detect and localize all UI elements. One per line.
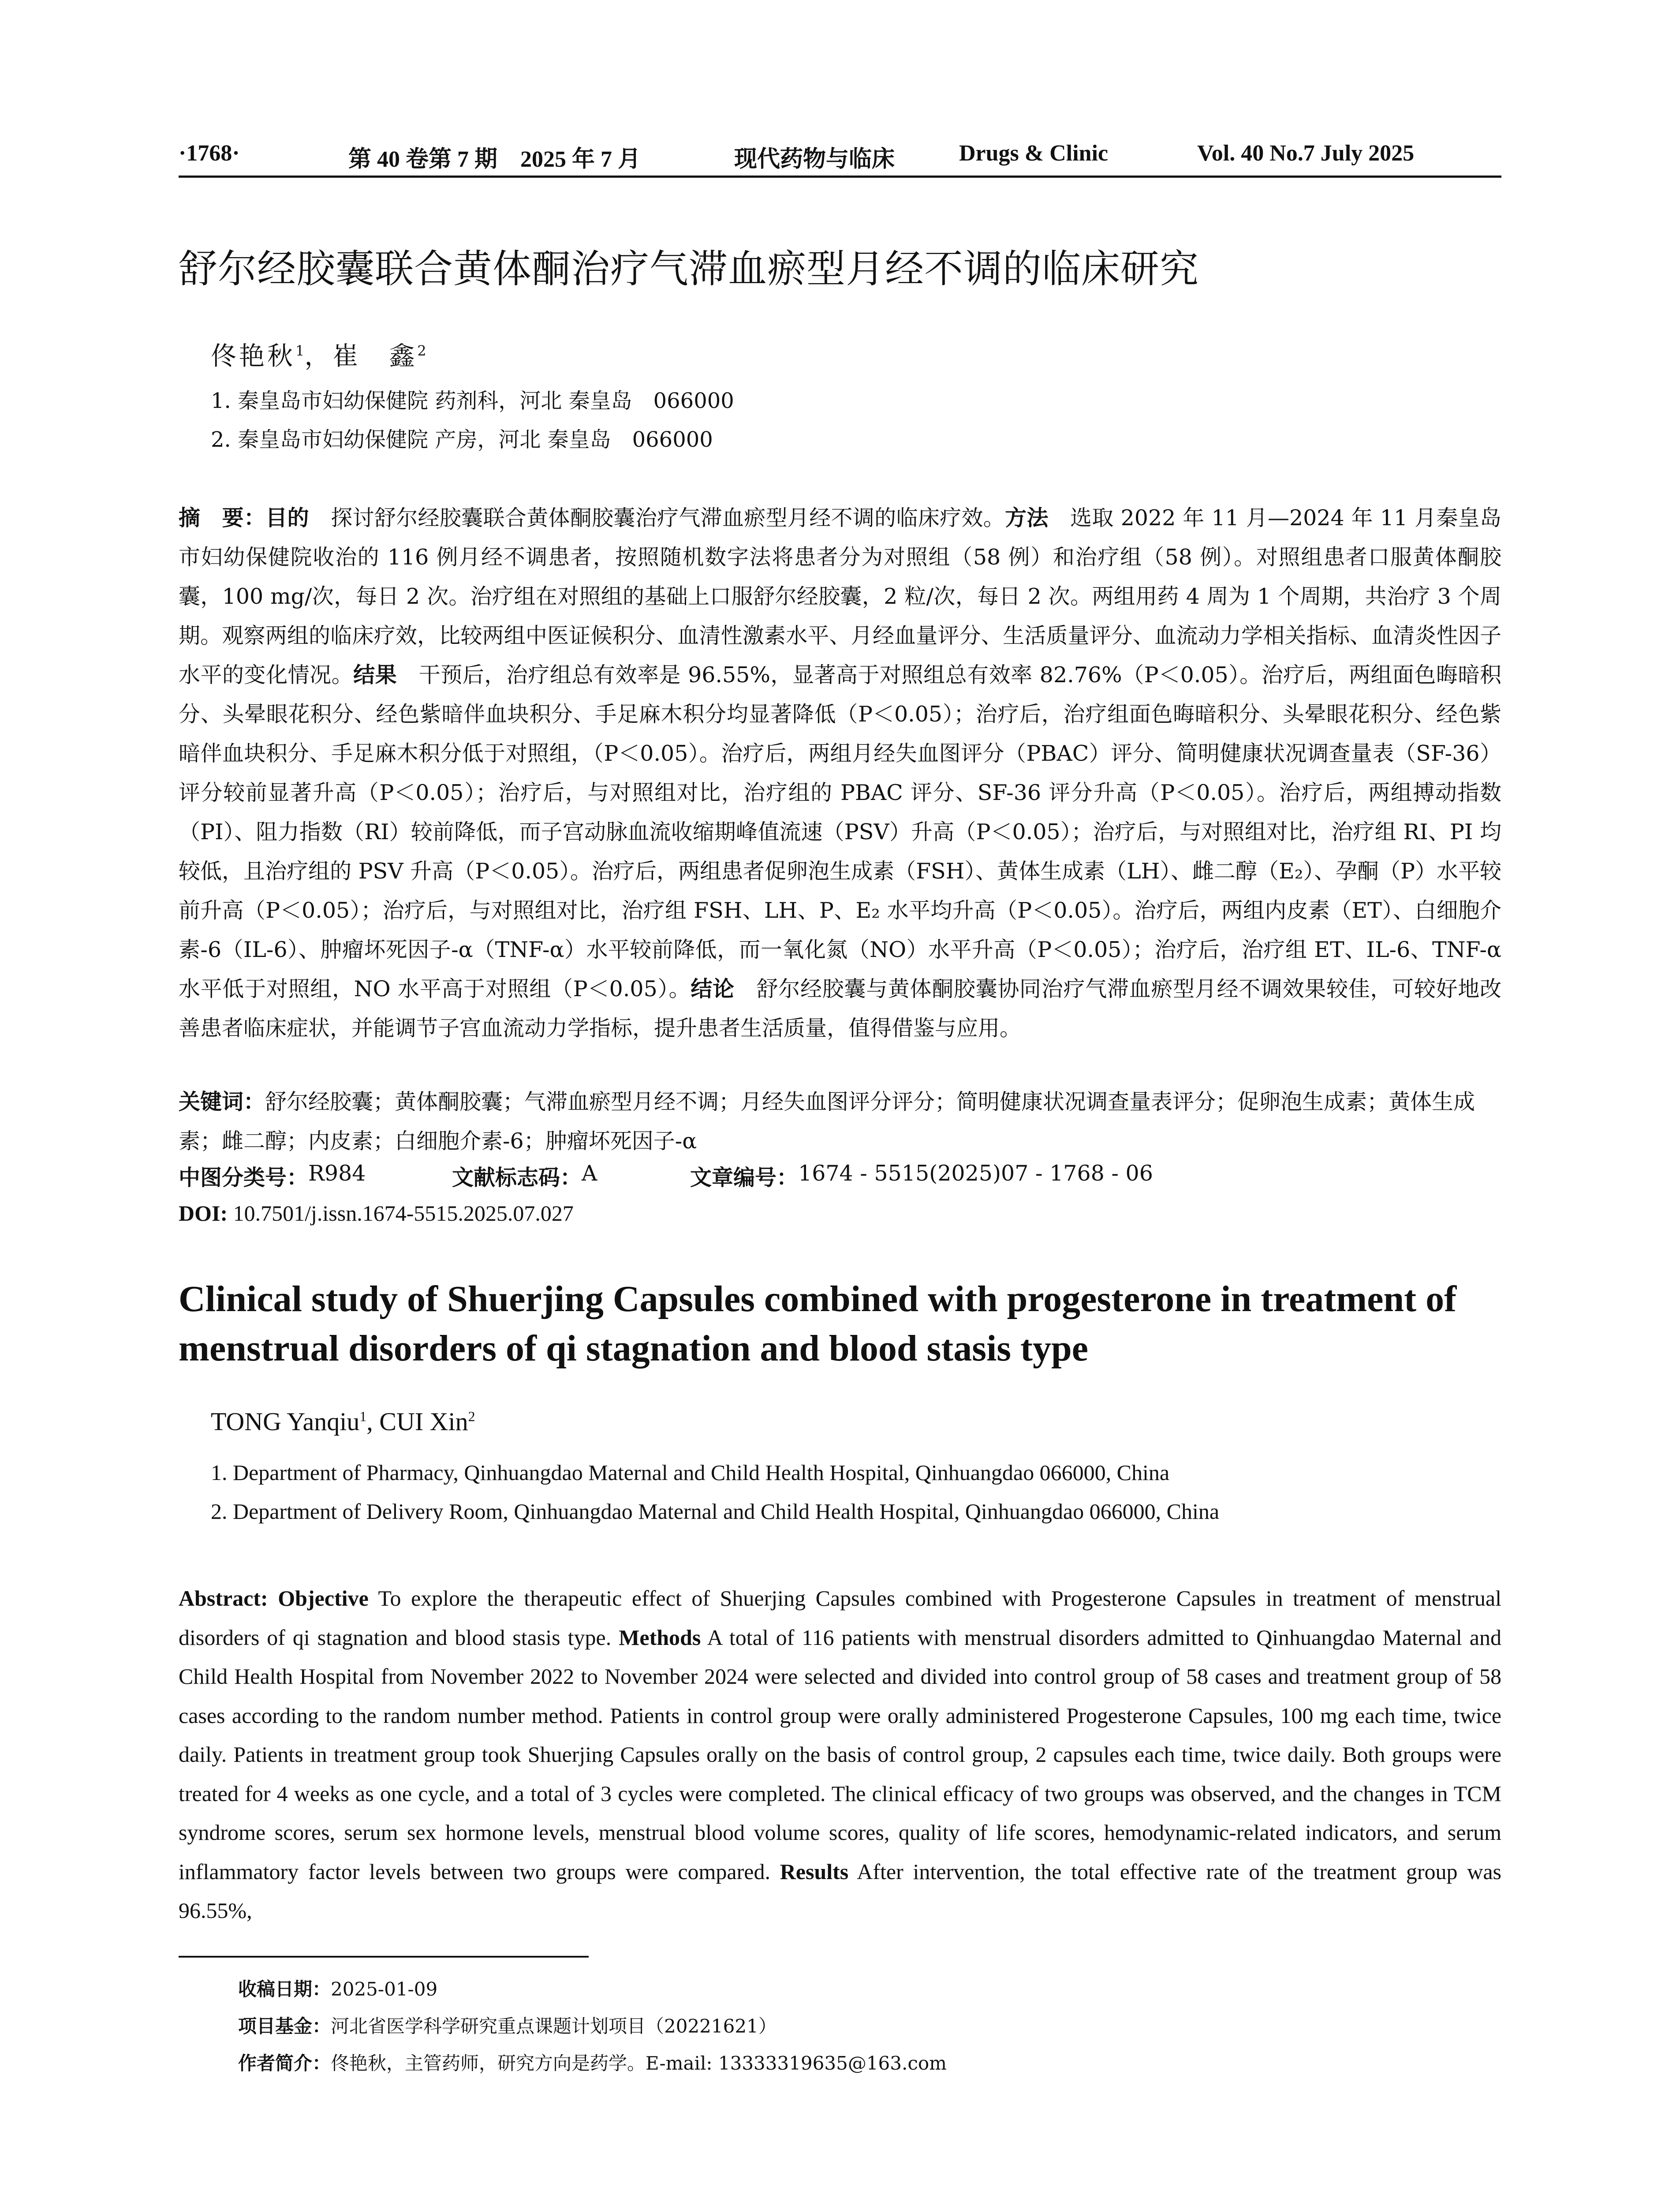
methods-heading: Methods (619, 1625, 701, 1650)
abstract-label: 摘 要： (179, 505, 266, 531)
author-name: CUI Xin (379, 1407, 468, 1436)
methods-heading: 方法 (1005, 505, 1049, 531)
fund-text: 河北省医学科学研究重点课题计划项目（20221621） (331, 2015, 777, 2037)
article-no-label: 文章编号： (690, 1165, 799, 1190)
objective-text: To explore the therapeutic effect of Shuerjing Capsules combined with Progesterone Capsules in treatment of menstrual disorders of qi stagnation and blood stasis type. (179, 1586, 1501, 1650)
article-no-value: 1674 - 5515(2025)07 - 1768 - 06 (798, 1161, 1153, 1186)
doi-value[interactable]: 10.7501/j.issn.1674-5515.2025.07.027 (228, 1201, 574, 1226)
objective-text: 探讨舒尔经胶囊联合黄体酮胶囊治疗气滞血瘀型月经不调的临床疗效。 (309, 505, 1005, 531)
keywords-label: 关键词： (179, 1089, 265, 1114)
methods-text: A total of 116 patients with menstrual disorders admitted to Qinhuangdao Maternal and Child Health Hospital from November 2022 to November 2024 were selected and divided into control group of 58 cases and treatment group of 58 cases according to the random number method. Patients in control group were orally administered Progesterone Capsules, 100 mg each time, twice daily. Patients in treatment group took Shuerjing Capsules orally on the basis of control group, 2 capsules each time, twice daily. Both groups were treated for 4 weeks as one cycle, and a total of 3 cycles were completed. The clinical efficacy of two groups was observed, and the changes in TCM syndrome scores, serum sex hormone levels, menstrual blood volume scores, quality of life scores, hemodynamic-related indicators, and serum inflammatory factor levels between two groups were compared. (179, 1625, 1501, 1884)
author-affiliation-mark: 1 (295, 342, 305, 359)
conclusion-heading: 结论 (691, 976, 735, 1002)
received-date: 2025-01-09 (331, 1978, 438, 2000)
keywords-text: 舒尔经胶囊；黄体酮胶囊；气滞血瘀型月经不调；月经失血图评分评分；简明健康状况调查量表评分；促卵泡生成素；黄体生成素；雌二醇；内皮素；白细胞介素-6；肿瘤坏死因子-α (179, 1089, 1475, 1154)
running-header (179, 140, 1501, 176)
footnote-author (238, 2049, 947, 2075)
author-affiliation-mark: 2 (417, 342, 426, 359)
author-name: 佟艳秋 (211, 341, 296, 371)
page-number: ·1768· (179, 141, 240, 166)
received-label: 收稿日期： (238, 1978, 331, 2000)
affiliation-cn-2: 2. 秦皇岛市妇幼保健院 产房，河北 秦皇岛 066000 (211, 427, 713, 452)
results-text: 干预后，治疗组总有效率是 96.55%，显著高于对照组总有效率 82.76%（P＜0.05）。治疗后，两组面色晦暗积分、头晕眼花积分、经色紫暗伴血块积分、手足麻木积分均显著降低（P＜0.05）；治疗后，治疗组面色晦暗积分、头晕眼花积分、经色紫暗伴血块积分、手足麻木积分低于对照组，（P＜0.05）。治疗后，两组月经失血图评分（PBAC）评分、简明健康状况调查量表（SF-36）评分较前显著升高（P＜0.05）；治疗后，与对照组对比，治疗组的 PBAC 评分、SF-36 评分升高（P＜0.05）。治疗后，两组搏动指数（PI）、阻力指数（RI）较前降低，而子宫动脉血流收缩期峰值流速（PSV）升高（P＜0.05）；治疗后，与对照组对比，治疗组 RI、PI 均较低，且治疗组的 PSV 升高（P＜0.05）。治疗后，两组患者促卵泡生成素（FSH）、黄体生成素（LH）、雌二醇（E₂）、孕酮（P）水平较前升高（P＜0.05）；治疗后，与对照组对比，治疗组 FSH、LH、P、E₂ 水平均升高（P＜0.05）。治疗后，两组内皮素（ET）、白细胞介素-6（IL-6）、肿瘤坏死因子-α（TNF-α）水平较前降低，而一氧化氮（NO）水平升高（P＜0.05）；治疗后，治疗组 ET、IL-6、TNF-α 水平低于对照组，NO 水平高于对照组（P＜0.05）。 (179, 662, 1501, 1002)
authors-en (211, 1407, 475, 1436)
abstract-en (179, 1579, 1501, 1930)
footnote-rule (179, 1956, 589, 1958)
doi-line (179, 1200, 574, 1226)
title-en: Clinical study of Shuerjing Capsules combined with progesterone in treatment of menstrual disorders of qi stagnation and blood stasis type (179, 1278, 1457, 1369)
abstract-cn (179, 498, 1501, 1048)
author-separator: , (366, 1407, 380, 1436)
results-heading: 结果 (353, 662, 397, 688)
affiliation-en-2: 2. Department of Delivery Room, Qinhuangdao Maternal and Child Health Hospital, Qinhuangdao 066000, China (211, 1499, 1220, 1524)
abstract-objective-heading: Abstract: Objective (179, 1586, 369, 1611)
doc-code-label: 文献标志码： (452, 1165, 582, 1190)
results-text: After intervention, the total effective rate of the treatment group was 96.55%, (179, 1859, 1501, 1923)
clc-label: 中图分类号： (179, 1165, 309, 1190)
affiliation-cn-1: 1. 秦皇岛市妇幼保健院 药剂科，河北 秦皇岛 066000 (211, 389, 734, 413)
journal-name-en: Drugs & Clinic (959, 141, 1108, 166)
author-info-label: 作者简介： (238, 2052, 331, 2074)
affiliation-en-1: 1. Department of Pharmacy, Qinhuangdao Maternal and Child Health Hospital, Qinhuangdao 066000, China (211, 1460, 1170, 1485)
methods-text: 选取 2022 年 11 月—2024 年 11 月秦皇岛市妇幼保健院收治的 116 例月经不调患者，按照随机数字法将患者分为对照组（58 例）和治疗组（58 例）。对照组患者口服黄体酮胶囊，100 mg/次，每日 2 次。治疗组在对照组的基础上口服舒尔经胶囊，2 粒/次，每日 2 次。两组用药 4 周为 1 个周期，共治疗 3 个周期。观察两组的临床疗效，比较两组中医证候积分、血清性激素水平、月经血量评分、生活质量评分、血流动力学相关指标、血清炎性因子水平的变化情况。 (179, 505, 1501, 688)
keywords-cn (179, 1082, 1501, 1161)
fund-label: 项目基金： (238, 2015, 331, 2037)
doi-label: DOI: (179, 1201, 228, 1226)
footnote-received (238, 1975, 437, 2001)
authors-cn (211, 335, 426, 372)
issue-en: Vol. 40 No.7 July 2025 (1197, 141, 1415, 166)
header-rule (179, 176, 1501, 178)
issue-cn: 第 40 卷第 7 期 2025 年 7 月 (348, 147, 641, 172)
clc-value: R984 (308, 1161, 366, 1186)
results-heading: Results (780, 1859, 849, 1884)
title-cn: 舒尔经胶囊联合黄体酮治疗气滞血瘀型月经不调的临床研究 (179, 246, 1199, 292)
journal-name-cn: 现代药物与临床 (734, 146, 895, 172)
author-affiliation-mark: 1 (359, 1409, 367, 1424)
author-separator: ， (304, 341, 333, 371)
objective-heading: 目的 (265, 505, 309, 531)
doc-code-value: A (582, 1161, 597, 1186)
conclusion-text: 舒尔经胶囊与黄体酮胶囊协同治疗气滞血瘀型月经不调效果较佳，可较好地改善患者临床症状，并能调节子宫血流动力学指标，提升患者生活质量，值得借鉴与应用。 (179, 976, 1501, 1041)
author-info-text: 佟艳秋，主管药师，研究方向是药学。E-mail: 13333319635@163.com (331, 2052, 947, 2074)
author-name: TONG Yanqiu (211, 1407, 360, 1436)
footnote-fund (238, 2012, 777, 2038)
author-name: 崔 鑫 (332, 341, 418, 371)
author-affiliation-mark: 2 (468, 1409, 475, 1424)
